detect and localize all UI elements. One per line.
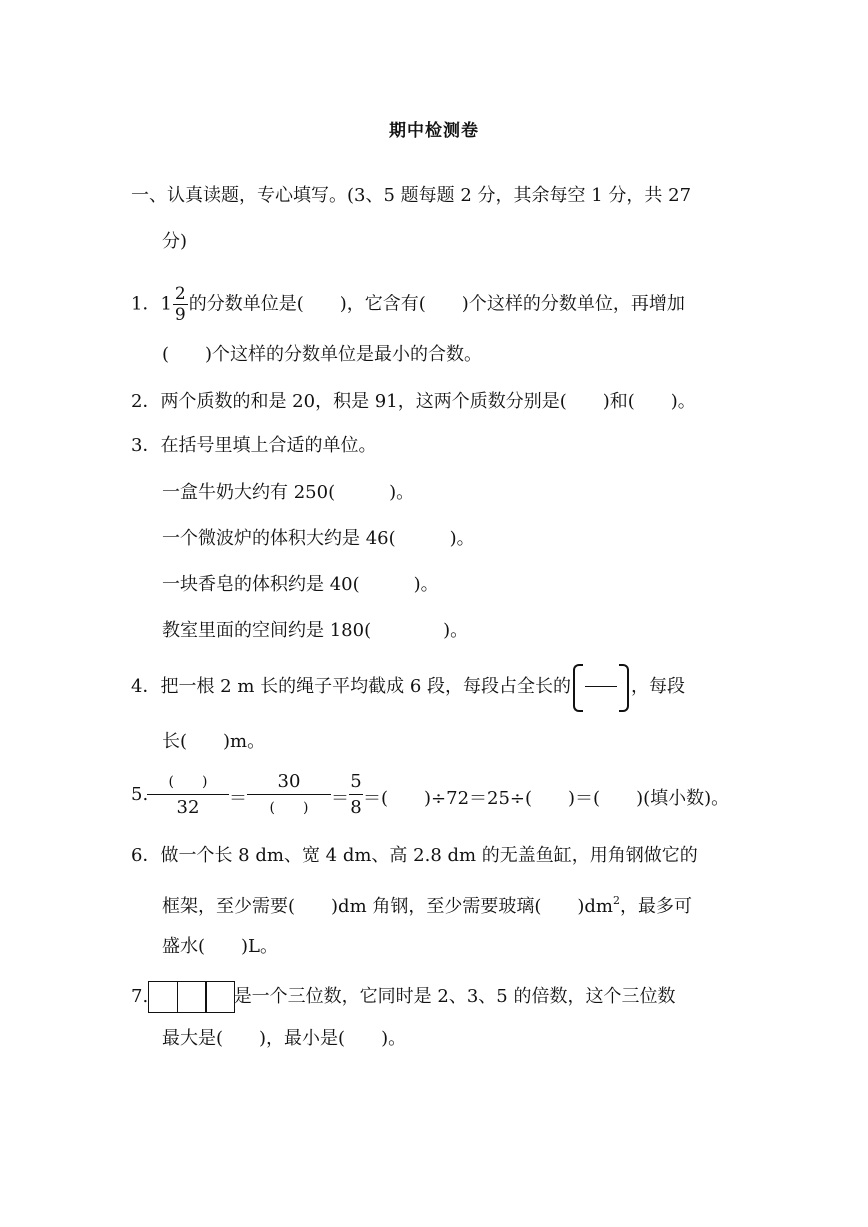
question-3-item: 一个微波炉的体积大约是 46( )。 — [162, 528, 475, 549]
question-2: 2．两个质数的和是 20，积是 91，这两个质数分别是( )和( )。 — [131, 391, 696, 412]
fraction — [349, 770, 363, 819]
section-heading: 一、认真读题，专心填写。(3、5 题每题 2 分，其余每空 1 分，共 27 — [131, 185, 692, 206]
digit-boxes — [148, 980, 234, 1014]
question-6-cont — [162, 888, 692, 920]
question-7 — [131, 980, 676, 1014]
question-3-item: 教室里面的空间约是 180( )。 — [162, 620, 469, 641]
mixed-whole: 1 — [160, 293, 172, 315]
question-number: 1． — [131, 293, 161, 315]
question-text-tail: ＝( )÷72＝25÷( )＝( )(填小数)。 — [363, 788, 730, 809]
question-text: ，最多可 — [620, 896, 692, 917]
question-7-cont: 最大是( )，最小是( )。 — [162, 1028, 407, 1049]
fraction-numerator: 5 — [349, 770, 363, 795]
question-3: 3．在括号里填上合适的单位。 — [131, 435, 377, 456]
fraction-blank-box[interactable] — [573, 664, 629, 710]
fraction-numerator: ( ) — [147, 770, 229, 795]
equals-sign: ＝ — [331, 788, 349, 809]
superscript: 2 — [613, 894, 620, 907]
digit-box[interactable] — [205, 981, 235, 1013]
digit-box[interactable] — [177, 981, 207, 1013]
question-6-cont: 盛水( )L。 — [162, 936, 278, 957]
question-number: 7. — [131, 986, 149, 1007]
fraction-denominator: 8 — [350, 797, 362, 818]
question-text-tail: ，每段 — [631, 676, 686, 697]
question-4-cont: 长( )m。 — [162, 731, 266, 752]
equals-sign: ＝ — [229, 788, 247, 809]
digit-box[interactable] — [148, 981, 178, 1013]
section-heading-cont: 分) — [162, 231, 188, 252]
question-text: 框架，至少需要( )dm 角钢，至少需要玻璃( )dm — [162, 896, 613, 917]
fraction-denominator: ( ) — [269, 800, 309, 816]
page-title: 期中检测卷 — [389, 121, 479, 141]
fraction-numerator: 30 — [247, 770, 331, 795]
fraction-denominator: 32 — [176, 797, 200, 818]
question-1 — [131, 284, 685, 325]
fraction-numerator: 2 — [174, 284, 186, 304]
question-3-item: 一盒牛奶大约有 250( )。 — [162, 482, 415, 503]
question-text: 是一个三位数，它同时是 2、3、5 的倍数，这个三位数 — [233, 986, 676, 1007]
question-4 — [131, 664, 685, 710]
question-number: 5. — [131, 784, 149, 805]
fraction — [247, 770, 331, 819]
question-1-cont: ( )个这样的分数单位是最小的合数。 — [162, 344, 483, 365]
fraction — [147, 770, 229, 819]
question-text: 的分数单位是( )，它含有( )个这样的分数单位，再增加 — [188, 293, 685, 315]
question-text: 4．把一根 2 m 长的绳子平均截成 6 段，每段占全长的 — [131, 676, 572, 697]
fraction — [173, 284, 188, 325]
question-3-item: 一块香皂的体积约是 40( )。 — [162, 574, 439, 595]
question-6: 6．做一个长 8 dm、宽 4 dm、高 2.8 dm 的无盖鱼缸，用角钢做它的 — [131, 845, 698, 866]
fraction-denominator: 9 — [174, 305, 186, 325]
